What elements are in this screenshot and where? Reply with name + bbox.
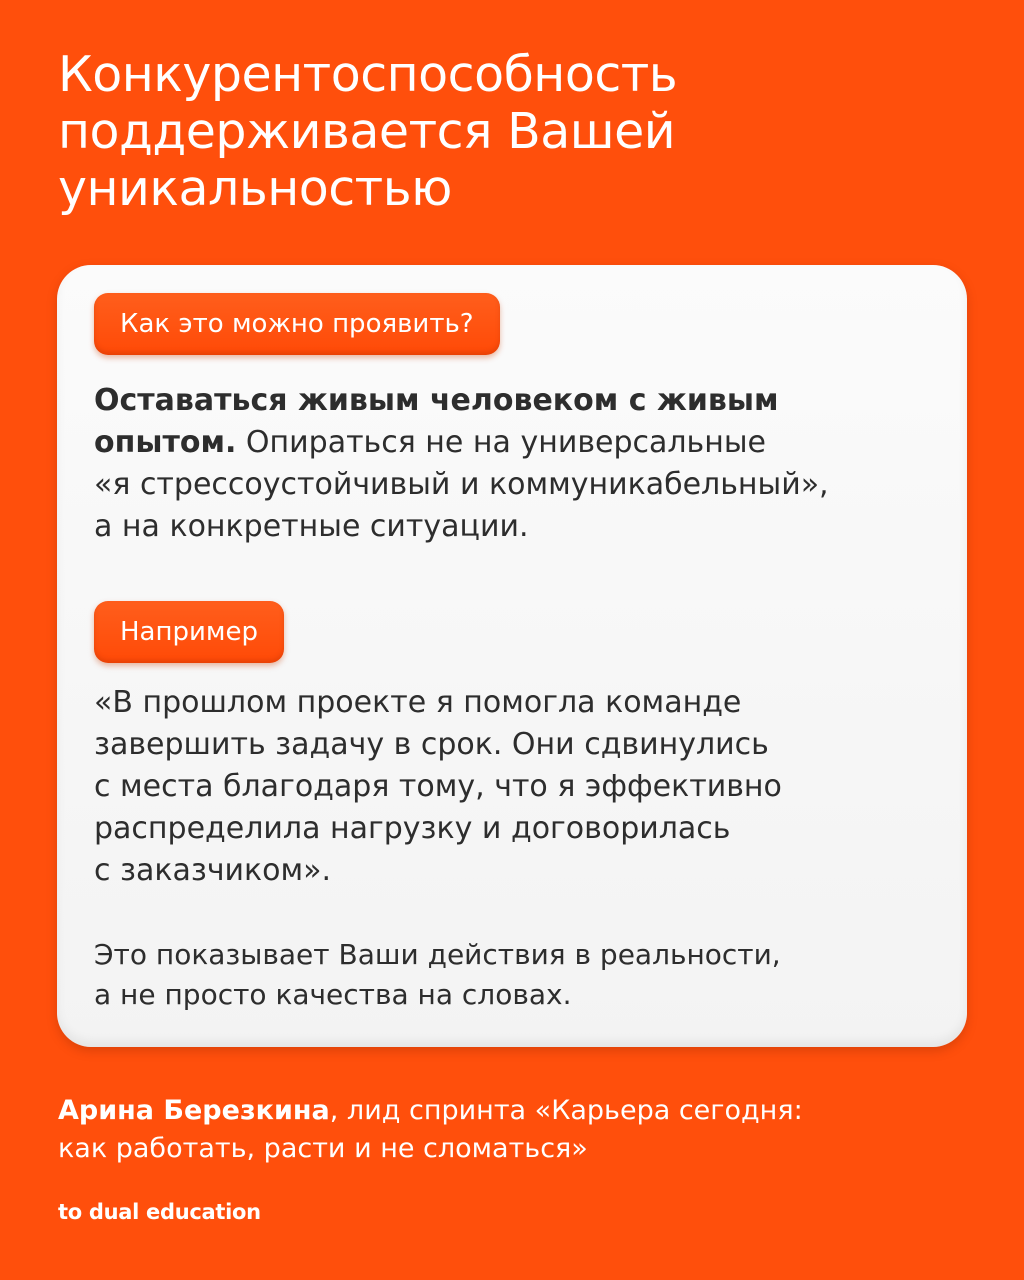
author-name: Арина Березкина	[58, 1095, 330, 1126]
credit-line	[58, 1092, 978, 1130]
advice-bold-fragment: опытом.	[94, 425, 237, 460]
advice-line: «я стрессоустойчивый и коммуникабельный»,	[94, 467, 829, 502]
question-badge: Как это можно проявить?	[94, 293, 500, 355]
author-credit	[58, 1092, 978, 1168]
example-quote	[94, 682, 944, 892]
quote-line: с заказчиком».	[94, 853, 332, 888]
quote-line: с места благодаря тому, что я эффективно	[94, 769, 782, 804]
brand-logo: to dual education	[58, 1200, 261, 1224]
credit-line: как работать, расти и не сломаться»	[58, 1133, 588, 1164]
author-role: , лид спринта «Карьера сегодня:	[329, 1095, 803, 1126]
conclusion-line: а не просто качества на словах.	[94, 978, 572, 1011]
title-line: уникальностью	[58, 160, 452, 217]
page-title	[58, 46, 958, 217]
advice-line	[94, 422, 944, 464]
title-line: Конкурентоспособность	[58, 46, 678, 103]
example-badge: Например	[94, 601, 284, 663]
advice-line: а на конкретные ситуации.	[94, 509, 529, 544]
quote-line: «В прошлом проекте я помогла команде	[94, 685, 742, 720]
advice-regular-fragment: Опираться не на универсальные	[236, 425, 766, 460]
advice-bold-line: Оставаться живым человеком с живым	[94, 383, 779, 418]
conclusion-text	[94, 935, 944, 1015]
content-card	[57, 265, 967, 1047]
quote-line: распределила нагрузку и договорилась	[94, 811, 731, 846]
advice-text	[94, 380, 944, 548]
title-line: поддерживается Вашей	[58, 103, 676, 160]
quote-line: завершить задачу в срок. Они сдвинулись	[94, 727, 769, 762]
conclusion-line: Это показывает Ваши действия в реальности,	[94, 938, 781, 971]
